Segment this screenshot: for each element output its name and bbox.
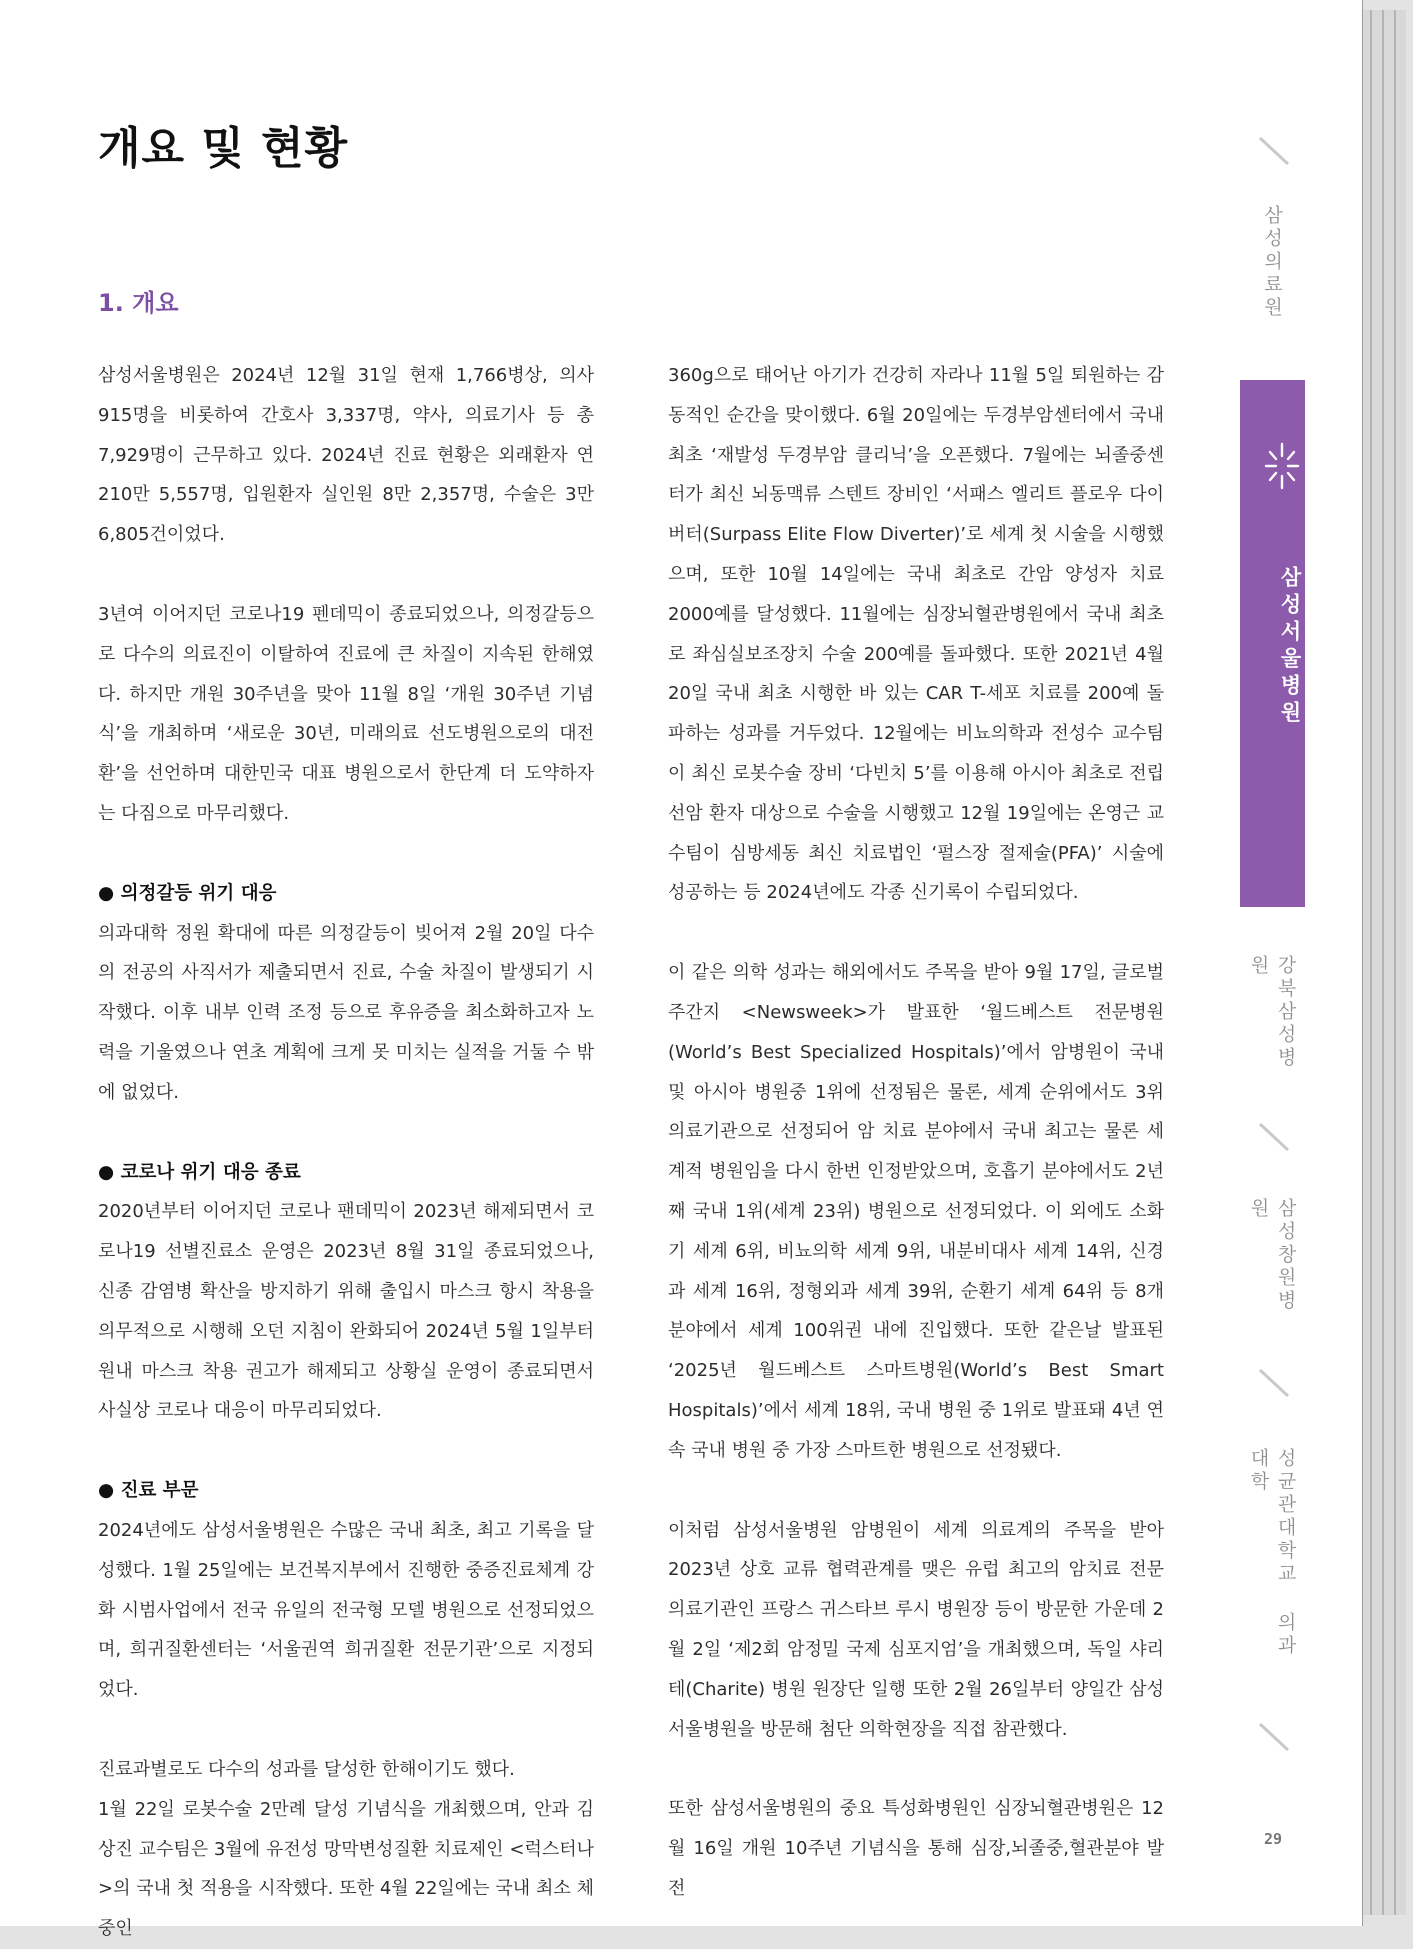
body-paragraph: 이 같은 의학 성과는 해외에서도 주목을 받아 9월 17일, 글로벌 주간지 <Newsweek>가 발표한 ‘월드베스트 전문병원(World’s Best Specialized Hospitals)’에서 암병원이 국내 및 아시아 병원중 1위에 선정됨은 물론, 세계 순위에서도 3위 의료기관으로 선정되어 암 치료 분야에서 국내 최고는 물론 세계적 병원임을 다시 한번 인정받았으며, 호흡기 분야에서도 2년째 국내 1위(세계 23위) 병원으로 선정되었다. 이 외에도 소화기 세계 6위, 비뇨의학 세계 9위, 내분비대사 세계 14위, 신경과 세계 16위, 정형외과 세계 39위, 순환기 세계 64위 등 8개 분야에서 세계 100위권 내에 진입했다. 또한 같은날 발표된 ‘2025년 월드베스트 스마트병원(World’s Best Smart Hospitals)’에서 세계 18위, 국내 병원 중 1위로 발표돼 4년 연속 국내 병원 중 가장 스마트한 병원으로 선정됐다. <box>668 962 1164 1461</box>
paragraph-gap <box>98 1710 594 1750</box>
right-column <box>668 356 1164 1909</box>
paragraph-gap <box>98 1113 594 1153</box>
body-paragraph: 2024년에도 삼성서울병원은 수많은 국내 최초, 최고 기록을 달성했다. 1월 25일에는 보건복지부에서 진행한 중증진료체계 강화 시범사업에서 전국 유일의 전국형 모델 병원으로 선정되었으며, 희귀질환센터는 ‘서울권역 희귀질환 전문기관’으로 지정되었다. <box>98 1519 594 1701</box>
paragraph-gap <box>98 1431 594 1471</box>
tab-label: 삼성창원병원 <box>1247 1198 1297 1313</box>
paragraph-gap <box>668 1471 1164 1511</box>
tab-samsung-changwon-hospital[interactable] <box>1240 1198 1305 1333</box>
paragraph-gap <box>98 555 594 595</box>
slash-divider-icon <box>1256 1120 1292 1156</box>
left-column <box>98 356 594 1949</box>
subsection-heading: ● 코로나 위기 대응 종료 <box>98 1161 301 1183</box>
slash-divider-icon <box>1256 1366 1292 1402</box>
subsection-heading: ● 의정갈등 위기 대응 <box>98 882 277 904</box>
tab-skku-medical-school[interactable] <box>1240 1448 1305 1678</box>
body-paragraph: 1월 22일 로봇수술 2만례 달성 기념식을 개최했으며, 안과 김상진 교수팀은 3월에 유전성 망막변성질환 치료제인 <럭스터나>의 국내 첫 적용을 시작했다. 또한 4월 22일에는 국내 최소 체중인 <box>98 1798 594 1940</box>
paragraph-gap <box>668 1749 1164 1789</box>
body-paragraph: 삼성서울병원은 2024년 12월 31일 현재 1,766병상, 의사 915명을 비롯하여 간호사 3,337명, 약사, 의료기사 등 총 7,929명이 근무하고 있다. 2024년 진료 현황은 외래환자 연 210만 5,557명, 입원환자 실인원 8만 2,357명, 수술은 3만 6,805건이었다. <box>98 365 594 546</box>
subsection-heading: ● 진료 부문 <box>98 1480 199 1502</box>
body-paragraph: 360g으로 태어난 아기가 건강히 자라나 11월 5일 퇴원하는 감동적인 순간을 맞이했다. 6월 20일에는 두경부암센터에서 국내 최초 ‘재발성 두경부암 클리닉’을 오픈했다. 7월에는 뇌졸중센터가 최신 뇌동맥류 스텐트 장비인 ‘서패스 엘리트 플로우 다이버터(Surpass Elite Flow Diverter)’로 세계 첫 시술을 시행했으며, 또한 10월 14일에는 국내 최초로 간암 양성자 치료 2000예를 달성했다. 11월에는 심장뇌혈관병원에서 국내 최초로 좌심실보조장치 수술 200예를 돌파했다. 또한 2021년 4월 20일 국내 최초 시행한 바 있는 CAR T-세포 치료를 200예 돌파하는 성과를 거두었다. 12월에는 비뇨의학과 전성수 교수팀이 최신 로봇수술 장비 ‘다빈치 5’를 이용해 아시아 최초로 전립선암 환자 대상으로 수술을 시행했고 12월 19일에는 온영근 교수팀이 심방세동 최신 치료법인 ‘펄스장 절제술(PFA)’ 시술에 성공하는 등 2024년에도 각종 신기록이 수립되었다. <box>668 365 1164 904</box>
tab-label: 성균관대학교 의과대학 <box>1247 1448 1297 1658</box>
tab-active-label: 삼성서울병원 <box>1278 566 1302 728</box>
page-number: 29 <box>1263 1830 1283 1848</box>
body-paragraph: 의과대학 정원 확대에 따른 의정갈등이 빚어져 2월 20일 다수의 전공의 사직서가 제출되면서 진료, 수술 차질이 발생되기 시작했다. 이후 내부 인력 조정 등으로 후유증을 최소화하고자 노력을 기울였으나 연초 계획에 크게 못 미치는 실적을 거둘 수 밖에 없었다. <box>98 922 594 1103</box>
paragraph-gap <box>98 834 594 874</box>
slash-divider-icon <box>1256 134 1292 170</box>
tab-samsung-medical-center[interactable] <box>1240 205 1305 355</box>
tab-kangbuk-samsung-hospital[interactable] <box>1240 955 1305 1090</box>
body-paragraph: 3년여 이어지던 코로나19 펜데믹이 종료되었으나, 의정갈등으로 다수의 의료진이 이탈하여 진료에 큰 차질이 지속된 한해였다. 하지만 개원 30주년을 맞아 11월 8일 ‘개원 30주년 기념식’을 개최하며 ‘새로운 30년, 미래의료 선도병원으로의 대전환’을 선언하며 대한민국 대표 병원으로서 한단계 더 도약하자는 다짐으로 마무리했다. <box>98 603 594 824</box>
tab-label: 강북삼성병원 <box>1247 955 1297 1070</box>
tab-label: 삼성의료원 <box>1261 205 1283 320</box>
body-paragraph: 2020년부터 이어지던 코로나 팬데믹이 2023년 해제되면서 코로나19 선별진료소 운영은 2023년 8월 31일 종료되었으나, 신종 감염병 확산을 방지하기 위해 출입시 마스크 항시 착용을 의무적으로 시행해 오던 지침이 완화되어 2024년 5월 1일부터 원내 마스크 착용 권고가 해제되고 상황실 운영이 종료되면서 사실상 코로나 대응이 마무리되었다. <box>98 1201 594 1422</box>
body-paragraph: 또한 삼성서울병원의 중요 특성화병원인 심장뇌혈관병원은 12월 16일 개원 10주년 기념식을 통해 심장,뇌졸중,혈관분야 발전 <box>668 1798 1164 1899</box>
section-heading: 1. 개요 <box>98 289 179 317</box>
paragraph-gap <box>668 913 1164 953</box>
body-paragraph: 이처럼 삼성서울병원 암병원이 세계 의료계의 주목을 받아 2023년 상호 교류 협력관계를 맺은 유럽 최고의 암치료 전문 의료기관인 프랑스 귀스타브 루시 병원장 등이 방문한 가운데 2월 2일 ‘제2회 암정밀 국제 심포지엄’을 개최했으며, 독일 샤리테(Charite) 병원 원장단 일행 또한 2월 26일부터 양일간 삼성서울병원을 방문해 첨단 의학현장을 직접 참관했다. <box>668 1519 1164 1740</box>
body-paragraph: 진료과별로도 다수의 성과를 달성한 한해이기도 했다. <box>98 1758 515 1780</box>
page-title: 개요 및 현황 <box>98 123 349 174</box>
slash-divider-icon <box>1256 1720 1292 1756</box>
sparkle-icon <box>1262 440 1302 492</box>
